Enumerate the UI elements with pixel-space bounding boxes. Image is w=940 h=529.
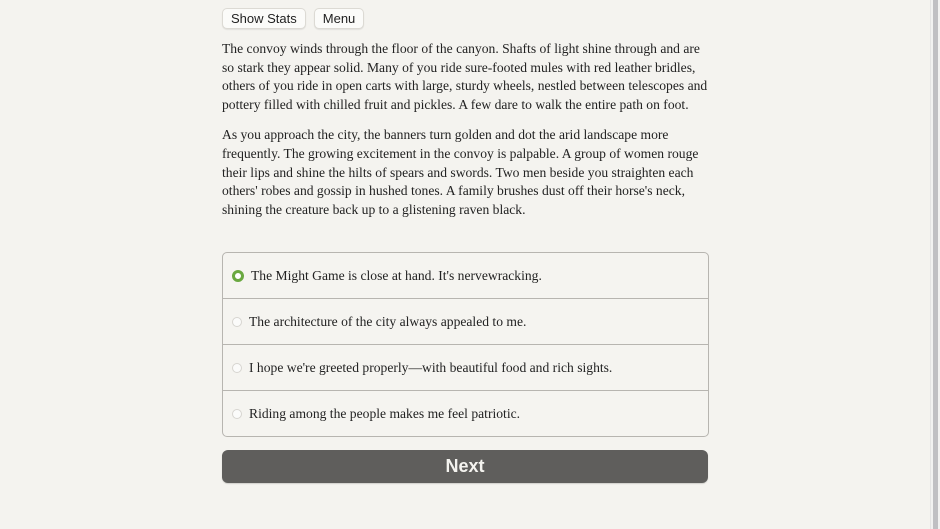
vertical-scrollbar[interactable] <box>930 0 940 529</box>
radio-unselected-icon[interactable] <box>232 317 242 327</box>
choice-option[interactable] <box>223 345 708 391</box>
story-text <box>222 40 710 231</box>
top-toolbar <box>222 8 364 29</box>
choice-label: The architecture of the city always appealed to me. <box>249 313 527 329</box>
choice-label: Riding among the people makes me feel patriotic. <box>249 405 521 421</box>
scrollbar-thumb[interactable] <box>933 0 938 529</box>
next-button[interactable]: Next <box>222 450 708 483</box>
choice-option[interactable] <box>223 391 708 436</box>
choice-option[interactable] <box>223 299 708 345</box>
radio-selected-icon[interactable] <box>232 270 244 282</box>
choice-label: I hope we're greeted properly—with beautiful food and rich sights. <box>249 359 613 375</box>
choice-option[interactable] <box>223 253 708 299</box>
story-paragraph: The convoy winds through the floor of the canyon. Shafts of light shine through and are so stark they appear solid. Many of you ride sure-footed mules with red leather bridles, others of you ride in open carts with large, sturdy wheels, nestled between telescopes and pottery filled with chilled fruit and pickles. A few dare to walk the entire path on foot. <box>222 41 708 112</box>
story-paragraph: As you approach the city, the banners turn golden and dot the arid landscape more frequently. The growing excitement in the convoy is palpable. A group of women rouge their lips and shine the hilts of spears and swords. Two men beside you straighten each others' robes and gossip in hushed tones. A family brushes dust off their horse's neck, shining the creature back up to a glistening raven black. <box>222 127 699 217</box>
choice-list <box>222 252 709 437</box>
menu-button[interactable]: Menu <box>314 8 365 29</box>
show-stats-button[interactable]: Show Stats <box>222 8 306 29</box>
radio-unselected-icon[interactable] <box>232 409 242 419</box>
radio-unselected-icon[interactable] <box>232 363 242 373</box>
choice-label: The Might Game is close at hand. It's nervewracking. <box>251 267 542 283</box>
